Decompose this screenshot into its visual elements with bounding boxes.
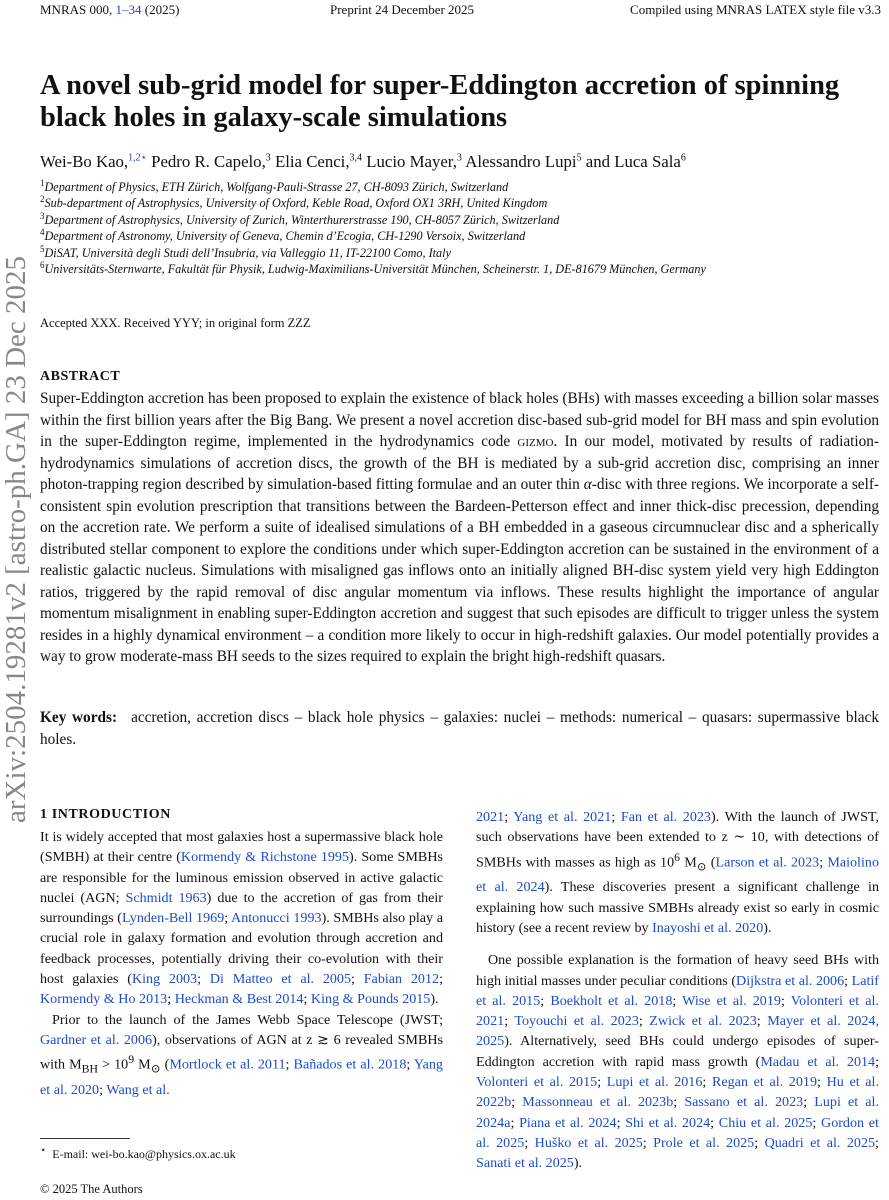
text-run: ). Some SMBHs are responsible for the luminous emission observed in active galactic nuclei (AGN;: [40, 849, 443, 906]
citation-link[interactable]: Huško et al. 2025: [534, 1134, 643, 1151]
text-run: ) due to the accretion of gas from their surroundings (: [40, 889, 443, 927]
citation-link[interactable]: Shi et al. 2024: [625, 1114, 711, 1131]
citation-link[interactable]: Kormendy & Richstone 1995: [180, 849, 350, 866]
citation-link[interactable]: Gordon et al. 2025: [476, 1114, 879, 1151]
affiliation: [40, 194, 547, 211]
keywords: [40, 707, 879, 750]
text-run: ;: [167, 991, 175, 1008]
text-run: ;: [616, 1114, 626, 1131]
affiliation-number: 4: [40, 227, 45, 238]
text-run: ;: [303, 991, 311, 1008]
intro-paragraph-2-cont: [476, 807, 879, 938]
text-run: ;: [673, 1094, 685, 1111]
preprint-date: Preprint 24 December 2025: [330, 2, 475, 17]
text-run: ;: [819, 854, 828, 871]
accepted-line: Accepted XXX. Received YYY; in original form ZZZ: [40, 316, 311, 330]
text-run: (: [706, 854, 716, 871]
text-run: ;: [611, 809, 621, 825]
author-list: [40, 152, 686, 172]
style-note: Compiled using MNRAS LATEX style file v3.3: [630, 2, 881, 17]
text-run: ;: [803, 1094, 815, 1111]
affiliation-text: DiSAT, Università degli Studi dell’Insubria, via Valleggio 11, IT-22100 Como, Italy: [44, 245, 451, 260]
affiliation: [40, 227, 525, 244]
affiliation: [40, 244, 451, 261]
text-run: It is widely accepted that most galaxies host a supermassive black hole (SMBH) at their centre (: [40, 829, 443, 866]
text-run: ;: [540, 992, 551, 1009]
intro-paragraph-3: [476, 950, 879, 1173]
citation-link[interactable]: Wang et al.: [106, 1082, 170, 1099]
superscript: 9: [128, 1053, 135, 1067]
right-column: [476, 807, 879, 1174]
keywords-text: accretion, accretion discs – black hole physics – galaxies: nuclei – methods: numerical – quasars: supermassive black holes.: [40, 709, 879, 748]
footnote: [40, 1145, 236, 1162]
footnote-email[interactable]: E-mail: wei-bo.kao@physics.ox.ac.uk: [52, 1147, 236, 1161]
citation-link[interactable]: Zwick et al. 2023: [649, 1013, 757, 1030]
citation-link[interactable]: Larson et al. 2023: [715, 854, 820, 871]
text-run: > 10: [98, 1056, 129, 1073]
citation-link[interactable]: Regan et al. 2019: [711, 1074, 817, 1091]
author-name: Wei-Bo Kao,: [40, 152, 129, 171]
citation-link[interactable]: Maiolino et al. 2024: [476, 854, 879, 896]
citation-link[interactable]: Yang et al. 2020: [40, 1056, 443, 1099]
code-name: gizmo: [517, 433, 554, 450]
subscript: ⊙: [150, 1062, 161, 1076]
subscript: BH: [81, 1062, 98, 1076]
affiliation-text: Sub-department of Astrophysics, University of Oxford, Keble Road, Oxford OX1 3RH, United Kingdom: [44, 196, 548, 211]
text-run: ;: [511, 1094, 523, 1111]
citation-link[interactable]: Dijkstra et al. 2006: [736, 972, 845, 989]
citation-link[interactable]: Volonteri et al. 2015: [476, 1074, 598, 1091]
text-run: ;: [285, 1056, 294, 1073]
text-run: One possible explanation is the formation of heavy seed BHs with high initial masses under peculiar conditions (: [476, 952, 879, 989]
citation-link[interactable]: Toyouchi et al. 2023: [514, 1013, 639, 1030]
text-run: ). With the launch of JWST, such observations have been extended to z ∼ 10, with detections of SMBHs with masses as high as 10: [476, 809, 879, 871]
text-run: ). These discoveries present a significant challenge in explaining how such massive SMBHs already exist so early in cosmic history (see a recent review by: [476, 879, 879, 936]
affiliation: [40, 178, 508, 195]
affiliation-text: Department of Astronomy, University of Geneva, Chemin d’Ecogia, CH-1290 Versoix, Switzerland: [44, 229, 526, 244]
citation-link[interactable]: Bañados et al. 2018: [293, 1056, 407, 1073]
text-run: ;: [99, 1082, 107, 1099]
text-run: ), observations of AGN at z ≳ 6 revealed SMBHs with M: [40, 1031, 444, 1073]
intro-paragraph-1: [40, 827, 443, 1010]
text-run: ;: [504, 1013, 515, 1030]
affiliation-number: 6: [40, 260, 45, 270]
alpha-symbol: α: [583, 476, 592, 493]
citation-link[interactable]: Lupi et al. 2024a: [476, 1094, 879, 1131]
text-run: ;: [754, 1134, 765, 1151]
text-run: ;: [844, 972, 852, 989]
citation-link[interactable]: Quadri et al. 2025: [764, 1134, 876, 1151]
journal-year: (2025): [144, 2, 180, 17]
text-run: ;: [224, 910, 232, 927]
text-run: ).: [573, 1155, 583, 1172]
citation-link[interactable]: Lupi et al. 2016: [606, 1074, 703, 1091]
author-name: and Luca Sala: [585, 152, 681, 171]
journal-ref: MNRAS 000,: [40, 2, 113, 17]
citation-link[interactable]: Wise et al. 2019: [682, 992, 781, 1009]
citation-link[interactable]: Fan et al. 2023: [620, 809, 711, 825]
abstract-part-2: . In our model, motivated by results of radiation-hydrodynamics simulations of accretion discs, the growth of the BH is mediated by a sub-grid accretion disc, comprising an inner photon-trapping region described by simulation-based fitting formulae and an outer thin: [40, 433, 880, 493]
author-affiliation-mark: 1,2⋆: [128, 152, 147, 164]
affiliation-text: Department of Astrophysics, University of Zurich, Winterthurerstrasse 190, CH-8057 Zürich, Switzerland: [44, 212, 560, 227]
text-run: M: [134, 1056, 151, 1073]
citation-link[interactable]: King 2003: [131, 971, 198, 988]
citation-link[interactable]: 2021: [476, 809, 505, 825]
text-run: ;: [756, 1013, 768, 1030]
text-run: Prior to the launch of the James Webb Space Telescope (JWST;: [52, 1011, 443, 1028]
abstract-heading: ABSTRACT: [40, 369, 121, 384]
author-name: Elia Cenci,: [274, 152, 350, 171]
arxiv-stamp[interactable]: arXiv:2504.19281v2 [astro-ph.GA] 23 Dec 2025: [0, 255, 32, 823]
text-run: ;: [638, 1013, 650, 1030]
author-name: Pedro R. Capelo,: [151, 152, 266, 171]
citation-link[interactable]: Massonneau et al. 2023b: [522, 1094, 674, 1111]
text-run: ;: [642, 1134, 654, 1151]
author-affiliation-mark: 3,4: [349, 152, 363, 164]
citation-link[interactable]: Schmidt 1963: [125, 889, 207, 906]
citation-link[interactable]: Boekholt et al. 2018: [550, 992, 673, 1009]
author-affiliation-mark: 3: [265, 152, 271, 164]
text-run: ). SMBHs also play a crucial role in galaxy formation and evolution through accretion and feedback processes, potentially driving their co-evolution with their host galaxies (: [40, 910, 443, 988]
abstract-part-1: Super-Eddington accretion has been proposed to explain the existence of black holes (BHs) with masses exceeding a billion solar masses within the first billion years after the Big Bang. We present a novel accretion disc-based sub-grid model for BH mass and spin evolution in the super-Eddington regime, implemented in the hydrodynamics code: [40, 390, 879, 450]
citation-link[interactable]: Yang et al. 2021: [513, 809, 612, 825]
subscript: ⊙: [696, 860, 707, 874]
affiliation-number: 1: [40, 178, 45, 188]
footnote-rule: [40, 1138, 130, 1139]
citation-link[interactable]: Piana et al. 2024: [519, 1114, 617, 1131]
text-run: ;: [504, 809, 514, 825]
text-run: M: [680, 854, 697, 871]
citation-link[interactable]: King & Pounds 2015: [310, 991, 431, 1008]
author-name: Lucio Mayer,: [366, 152, 457, 171]
text-run: ;: [702, 1074, 712, 1091]
citation-link[interactable]: Volonteri et al. 2021: [476, 992, 879, 1030]
abstract-text: [40, 388, 879, 668]
text-run: ;: [672, 992, 683, 1009]
text-run: ;: [406, 1056, 414, 1073]
citation-link[interactable]: Prole et al. 2025: [653, 1134, 755, 1151]
text-run: ;: [524, 1134, 535, 1151]
citation-link[interactable]: Antonucci 1993: [231, 910, 322, 927]
citation-link[interactable]: Sassano et al. 2023: [684, 1094, 804, 1111]
author-affiliation-mark: 3: [456, 152, 462, 164]
pages-link[interactable]: 1–34: [115, 2, 142, 17]
copyright: © 2025 The Authors: [40, 1182, 143, 1196]
footnote-mark: ⋆: [40, 1145, 47, 1156]
affiliation: [40, 260, 706, 277]
abstract-part-3: -disc with three regions. We incorporate a self-consistent spin evolution prescription that transitions between the Bardeen-Petterson effect and inner thick-disc precession, depending on the accretion rate. We perform a suite of idealised simulations of a BH embedded in a gaseous circumnuclear disc and a spherically distributed stellar component to explore the conditions under which super-Eddington accretion can be sustained in the environment of a realistic galactic nucleus. Simulations with misaligned gas inflows onto an initially aligned BH-disc system yield very high Eddington ratios, triggered by the rapid removal of disc angular momentum via inflows. These results highlight the importance of angular momentum misalignment in enabling super-Eddington accretion and suggest that such episodes are difficult to trigger unless the system resides in a highly dynamical environment – a condition more likely to occur in high-redshift galaxies. Our model potentially provides a way to grow moderate-mass BH seeds to the sizes required to explain the bright high-redshift quasars.: [40, 476, 880, 665]
citation-link[interactable]: Fabian 2012: [363, 971, 440, 988]
citation-link[interactable]: Gardner et al. 2006: [40, 1031, 153, 1048]
citation-link[interactable]: Mayer et al. 2024, 2025: [476, 1013, 879, 1050]
citation-link[interactable]: Chiu et al. 2025: [718, 1114, 813, 1131]
text-run: ;: [510, 1114, 520, 1131]
journal-header: [40, 2, 179, 18]
text-run: ;: [780, 992, 791, 1009]
citation-link[interactable]: Inayoshi et al. 2020: [652, 919, 764, 936]
affiliation-number: 2: [40, 194, 45, 205]
affiliation-number: 3: [40, 210, 45, 221]
affiliation: [40, 211, 559, 228]
text-run: ).: [430, 991, 439, 1008]
text-run: ;: [439, 971, 443, 988]
text-run: ). Alternatively, seed BHs could undergo episodes of super-Eddington accretion with rapid mass growth (: [476, 1033, 879, 1070]
text-run: ;: [710, 1114, 719, 1131]
intro-paragraph-2: [40, 1010, 443, 1101]
citation-link[interactable]: Heckman & Best 2014: [174, 991, 304, 1008]
citation-link[interactable]: Lynden-Bell 1969: [121, 910, 225, 927]
citation-link[interactable]: Latif et al. 2015: [476, 972, 879, 1009]
affiliation-number: 5: [40, 243, 45, 254]
superscript: 6: [674, 850, 681, 864]
affiliation-text: Universitäts-Sternwarte, Fakultät für Physik, Ludwig-Maximilians-Universität München, Scheinerstr. 1, DE-81679 München, Germany: [44, 262, 706, 277]
text-run: (: [160, 1056, 170, 1073]
text-run: ;: [812, 1114, 822, 1131]
paper-title: A novel sub-grid model for super-Eddington accretion of spinning black holes in galaxy-scale simulations: [40, 70, 840, 133]
section-heading-introduction: 1 INTRODUCTION: [40, 807, 171, 822]
text-run: ;: [875, 1134, 879, 1151]
citation-link[interactable]: Sanati et al. 2025: [476, 1155, 574, 1172]
author-affiliation-mark: 5: [576, 152, 582, 164]
author-affiliation-mark: 6: [680, 152, 686, 164]
keywords-label: Key words:: [40, 709, 118, 726]
text-run: ;: [597, 1074, 607, 1091]
affiliation-text: Department of Physics, ETH Zürich, Wolfgang-Pauli-Strasse 27, CH-8093 Zürich, Switzerland: [44, 180, 509, 195]
citation-link[interactable]: Hu et al. 2022b: [476, 1074, 879, 1111]
text-run: ;: [817, 1074, 827, 1091]
citation-link[interactable]: Madau et al. 2014: [760, 1053, 876, 1070]
text-run: ;: [197, 971, 210, 988]
text-run: ;: [875, 1053, 880, 1070]
citation-link[interactable]: Di Matteo et al. 2005: [209, 971, 352, 988]
author-name: Alessandro Lupi: [465, 152, 577, 171]
citation-link[interactable]: Kormendy & Ho 2013: [40, 991, 168, 1008]
text-run: ;: [351, 971, 364, 988]
left-column: [40, 827, 443, 1100]
text-run: ).: [763, 919, 772, 936]
citation-link[interactable]: Mortlock et al. 2011: [169, 1056, 286, 1073]
